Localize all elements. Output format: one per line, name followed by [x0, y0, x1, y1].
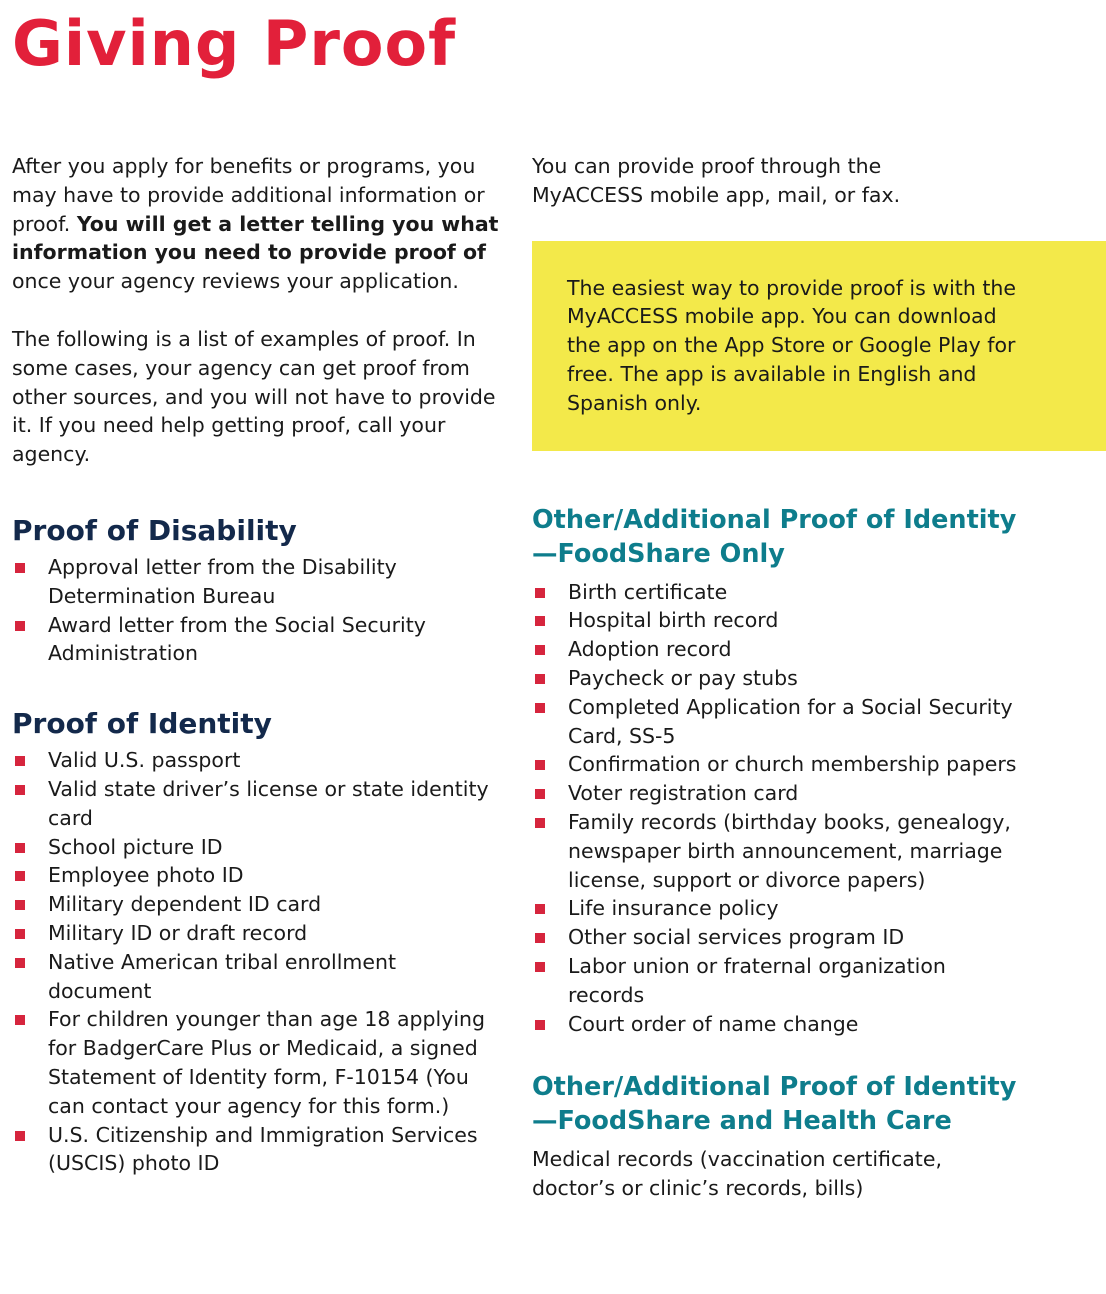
foodshare-only-list [532, 578, 1022, 1039]
list-item [12, 919, 502, 948]
bullet-square-icon [15, 1131, 25, 1141]
bullet-square-icon [15, 900, 25, 910]
right-column [532, 152, 1106, 1203]
bullet-square-icon [535, 674, 545, 684]
list-item-text: Labor union or fraternal organization records [568, 953, 946, 1007]
highlight-text: The easiest way to provide proof is with the MyACCESS mobile app. You can download the app on the App Store or Google Play for free. The app is available in English and Spanish only. [567, 275, 1016, 415]
list-item [532, 923, 1022, 952]
bullet-square-icon [535, 818, 545, 828]
list-item-text: Employee photo ID [48, 863, 244, 888]
list-item [12, 746, 502, 775]
bullet-square-icon [535, 645, 545, 655]
list-item-text: Confirmation or church membership papers [568, 752, 1017, 777]
intro-text-end: once your agency reviews your application. [12, 269, 459, 294]
list-item-text: Award letter from the Social Security Administration [48, 612, 426, 666]
list-item [12, 861, 502, 890]
identity-heading: Proof of Identity [12, 707, 272, 741]
list-item-text: School picture ID [48, 834, 223, 859]
list-item [12, 833, 502, 862]
bullet-square-icon [15, 563, 25, 573]
bullet-square-icon [535, 962, 545, 972]
intro-text-bold: You will get a letter telling you what information you need to provide proof of [12, 211, 499, 265]
list-item-text: Other social services program ID [568, 925, 905, 950]
bullet-square-icon [15, 929, 25, 939]
list-item [12, 1121, 502, 1179]
bullet-square-icon [535, 616, 545, 626]
list-item [12, 611, 502, 669]
list-item [12, 775, 502, 833]
list-item-text: Court order of name change [568, 1011, 859, 1036]
list-item [532, 578, 1022, 607]
list-item [532, 779, 1022, 808]
list-item-text: Valid U.S. passport [48, 748, 241, 773]
list-item-text: Birth certificate [568, 579, 728, 604]
highlight-box [532, 241, 1106, 451]
foodshare-health-text: Medical records (vaccination certificate, doctor’s or clinic’s records, bills) [532, 1147, 942, 1201]
bullet-square-icon [15, 785, 25, 795]
list-item-text: Military ID or draft record [48, 920, 308, 945]
bullet-square-icon [535, 703, 545, 713]
list-item-text: Hospital birth record [568, 608, 779, 633]
right-intro: You can provide proof through the MyACCESS mobile app, mail, or fax. [532, 154, 901, 207]
bullet-square-icon [15, 1015, 25, 1025]
page-title: Giving Proof [12, 7, 457, 80]
bullet-square-icon [535, 588, 545, 598]
list-item [12, 553, 502, 611]
list-item [12, 890, 502, 919]
foodshare-health-heading: Other/Additional Proof of Identity—FoodShare and Health Care [532, 1072, 1017, 1137]
bullet-square-icon [15, 843, 25, 853]
bullet-square-icon [535, 789, 545, 799]
list-item-text: Family records (birthday books, genealogy, newspaper birth announcement, marriage license, support or divorce papers) [568, 809, 1011, 892]
list-item-text: Paycheck or pay stubs [568, 665, 798, 690]
identity-list [12, 746, 502, 1178]
intro-paragraph-2: The following is a list of examples of proof. In some cases, your agency can get proof from other sources, and you will not have to provide it. If you need help getting proof, call your agency. [12, 326, 496, 467]
list-item [532, 635, 1022, 664]
foodshare-only-heading: Other/Additional Proof of Identity—FoodShare Only [532, 504, 1017, 569]
bullet-square-icon [535, 904, 545, 914]
list-item [532, 750, 1022, 779]
list-item-text: U.S. Citizenship and Immigration Services (USCIS) photo ID [48, 1122, 478, 1176]
list-item-text: For children younger than age 18 applying for BadgerCare Plus or Medicaid, a signed Statement of Identity form, F-10154 (You can contact your agency for this form.) [48, 1007, 486, 1118]
list-item-text: Military dependent ID card [48, 892, 322, 917]
list-item [532, 808, 1022, 894]
disability-heading: Proof of Disability [12, 513, 297, 547]
bullet-square-icon [15, 958, 25, 968]
list-item [532, 1010, 1022, 1039]
bullet-square-icon [15, 756, 25, 766]
list-item [532, 952, 1022, 1010]
list-item-text: Voter registration card [568, 781, 799, 806]
list-item-text: Completed Application for a Social Security Card, SS-5 [568, 694, 1013, 748]
bullet-square-icon [15, 621, 25, 631]
list-item-text: Life insurance policy [568, 896, 779, 921]
intro-text-start: After you apply for benefits or programs, you may have to provide additional information or proof. [12, 154, 485, 236]
bullet-square-icon [15, 871, 25, 881]
list-item-text: Valid state driver’s license or state identity card [48, 776, 489, 830]
list-item [12, 948, 502, 1006]
bullet-square-icon [535, 1020, 545, 1030]
list-item [532, 894, 1022, 923]
left-column [12, 152, 502, 1178]
list-item [12, 1005, 502, 1120]
bullet-square-icon [535, 760, 545, 770]
disability-list [12, 553, 502, 668]
bullet-square-icon [535, 933, 545, 943]
intro-paragraph-1 [12, 152, 502, 296]
list-item [532, 664, 1022, 693]
list-item-text: Native American tribal enrollment document [48, 949, 397, 1003]
list-item-text: Adoption record [568, 637, 732, 662]
list-item [532, 693, 1022, 751]
list-item-text: Approval letter from the Disability Determination Bureau [48, 554, 397, 608]
list-item [532, 606, 1022, 635]
